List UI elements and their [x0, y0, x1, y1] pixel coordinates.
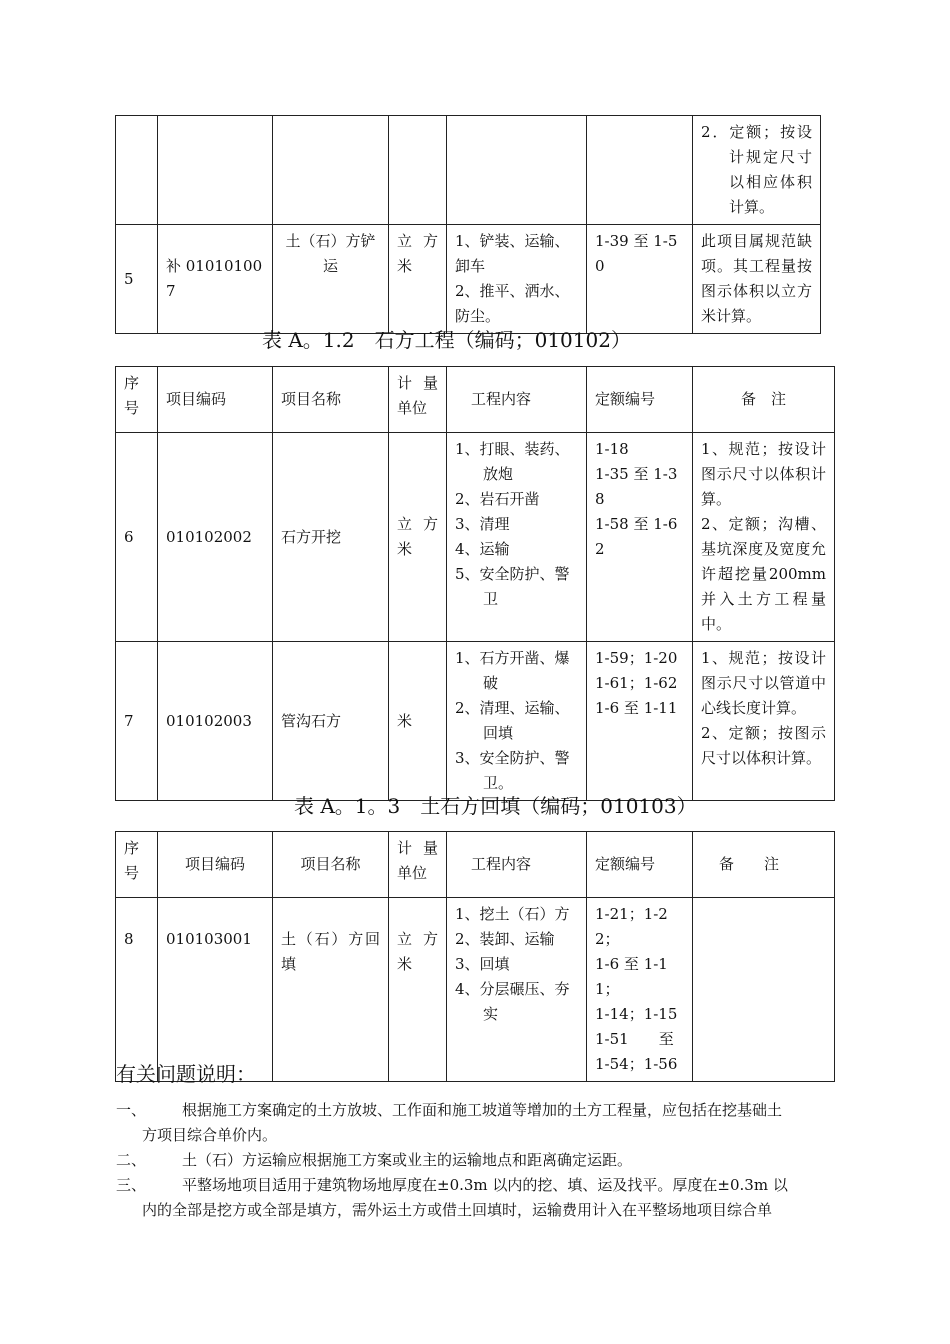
header-content: 工程内容	[447, 832, 587, 898]
header-row	[116, 832, 835, 898]
content-line: 4、分层碾压、夯实	[455, 980, 570, 1023]
unit-cell: 米	[389, 642, 447, 801]
code-cell: 010102003	[158, 642, 273, 801]
quota-cell	[587, 642, 693, 801]
table-row	[116, 898, 835, 1082]
note-text: 平整场地项目适用于建筑物场地厚度在±0.3m 以内的挖、填、运及找平。厚度在±0.3m 以	[182, 1176, 788, 1194]
remark-cell	[693, 642, 835, 801]
header-seq: 序号	[116, 832, 158, 898]
quota-cell	[587, 116, 693, 225]
quota-line: 1-58 至 1-62	[595, 515, 678, 558]
content-line: 3、清理	[455, 515, 510, 533]
content-cell	[447, 433, 587, 642]
quota-line: 1-21；1-22；	[595, 905, 668, 948]
header-name: 项目名称	[273, 832, 389, 898]
remark-line: 1、规范；按设计图示尺寸以体积计算。	[701, 440, 826, 508]
remark-cell	[693, 225, 821, 334]
header-quota: 定额编号	[587, 367, 693, 433]
quota-line: 1-59；1-20	[595, 649, 678, 667]
notes-heading: 有关问题说明：	[116, 1062, 256, 1086]
quota-line: 1-18	[595, 440, 629, 458]
quota-line: 1-51 至	[595, 1030, 674, 1048]
remark-line: 2．定额；按设计规定尺寸以相应体积计算。	[701, 123, 812, 216]
quota-cell	[587, 433, 693, 642]
code-cell	[158, 116, 273, 225]
earthwork-table-continued	[115, 115, 821, 334]
unit-cell: 立方米	[389, 433, 447, 642]
name-cell: 管沟石方	[273, 642, 389, 801]
quota-line: 1-6 至 1-11；	[595, 955, 668, 998]
note-number: 二、	[116, 1151, 147, 1169]
remark-line: 此项目属规范缺项。其工程量按图示体积以立方米计算。	[701, 232, 812, 325]
note-number: 一、	[116, 1101, 147, 1119]
unit-cell	[389, 116, 447, 225]
header-name: 项目名称	[273, 367, 389, 433]
backfill-table	[115, 831, 835, 1082]
content-cell	[447, 898, 587, 1082]
table-caption: 表 A。1。3 土石方回填（编码；010103）	[294, 794, 697, 818]
name-cell: 石方开挖	[273, 433, 389, 642]
quota-line: 1-61；1-62	[595, 674, 678, 692]
content-line: 2、装卸、运输	[455, 930, 555, 948]
code-cell: 010103001	[158, 898, 273, 1082]
name-cell: 土（石）方铲运	[273, 225, 389, 334]
content-cell	[447, 116, 587, 225]
header-code: 项目编码	[158, 367, 273, 433]
header-quota: 定额编号	[587, 832, 693, 898]
quota-line: 1-39 至 1-50	[595, 232, 678, 275]
note-line	[116, 1173, 852, 1198]
content-line: 3、安全防护、警卫。	[455, 749, 570, 792]
note-continuation: 内的全部是挖方或全部是填方，需外运土方或借土回填时，运输费用计入在平整场地项目综合单	[142, 1201, 773, 1219]
remark-line: 2、定额；沟槽、基坑深度及宽度允许超挖量200mm 并入土方工程量中。	[701, 515, 826, 633]
content-cell	[447, 642, 587, 801]
content-line: 5、安全防护、警卫	[455, 565, 570, 608]
content-line: 1、石方开凿、爆破	[455, 649, 570, 692]
quota-line: 1-14；1-15	[595, 1005, 678, 1023]
name-cell: 土（石）方回填	[273, 898, 389, 1082]
remark-cell	[693, 898, 835, 1082]
remark-cell	[693, 116, 821, 225]
seq-cell	[116, 116, 158, 225]
table-row	[116, 225, 821, 334]
header-content: 工程内容	[447, 367, 587, 433]
content-line: 2、推平、洒水、防尘。	[455, 282, 570, 325]
code-cell: 010102002	[158, 433, 273, 642]
content-line: 2、岩石开凿	[455, 490, 540, 508]
header-unit: 计量单位	[389, 832, 447, 898]
content-line: 3、回填	[455, 955, 510, 973]
note-text: 根据施工方案确定的土方放坡、工作面和施工坡道等增加的土方工程量，应包括在挖基础土	[182, 1101, 783, 1119]
content-line: 1、铲装、运输、卸车	[455, 232, 570, 275]
content-line: 4、运输	[455, 540, 510, 558]
seq-cell: 7	[116, 642, 158, 801]
content-line: 1、挖土（石）方	[455, 905, 570, 923]
remark-cell	[693, 433, 835, 642]
content-line: 2、清理、运输、回填	[455, 699, 570, 742]
note-item	[116, 1148, 852, 1173]
table-caption: 表 A。1.2 石方工程（编码；010102）	[262, 328, 631, 352]
seq-cell: 8	[116, 898, 158, 1082]
seq-cell: 6	[116, 433, 158, 642]
seq-cell: 5	[116, 225, 158, 334]
code-cell: 补 010101007	[158, 225, 273, 334]
content-cell	[447, 225, 587, 334]
table-row	[116, 116, 821, 225]
remark-line: 2、定额；按图示尺寸以体积计算。	[701, 724, 826, 767]
quota-line: 1-6 至 1-11	[595, 699, 678, 717]
note-item	[116, 1173, 852, 1223]
header-code: 项目编码	[158, 832, 273, 898]
note-number: 三、	[116, 1176, 147, 1194]
header-remark: 备 注	[693, 367, 835, 433]
quota-line: 1-35 至 1-38	[595, 465, 678, 508]
header-remark: 备 注	[693, 832, 835, 898]
remark-line: 1、规范；按设计图示尺寸以管道中心线长度计算。	[701, 649, 826, 717]
rock-work-table	[115, 366, 835, 801]
unit-cell: 立方米	[389, 225, 447, 334]
unit-cell: 立方米	[389, 898, 447, 1082]
note-item	[116, 1098, 852, 1148]
note-line	[116, 1148, 852, 1173]
note-continuation: 方项目综合单价内。	[142, 1126, 278, 1144]
table-row	[116, 433, 835, 642]
header-row	[116, 367, 835, 433]
content-line: 1、打眼、装药、放炮	[455, 440, 570, 483]
note-text: 土（石）方运输应根据施工方案或业主的运输地点和距离确定运距。	[182, 1151, 633, 1169]
quota-line: 1-54；1-56	[595, 1055, 678, 1073]
quota-cell	[587, 898, 693, 1082]
header-unit: 计量单位	[389, 367, 447, 433]
quota-cell	[587, 225, 693, 334]
name-cell	[273, 116, 389, 225]
table-row	[116, 642, 835, 801]
header-seq: 序号	[116, 367, 158, 433]
note-line	[116, 1098, 852, 1123]
